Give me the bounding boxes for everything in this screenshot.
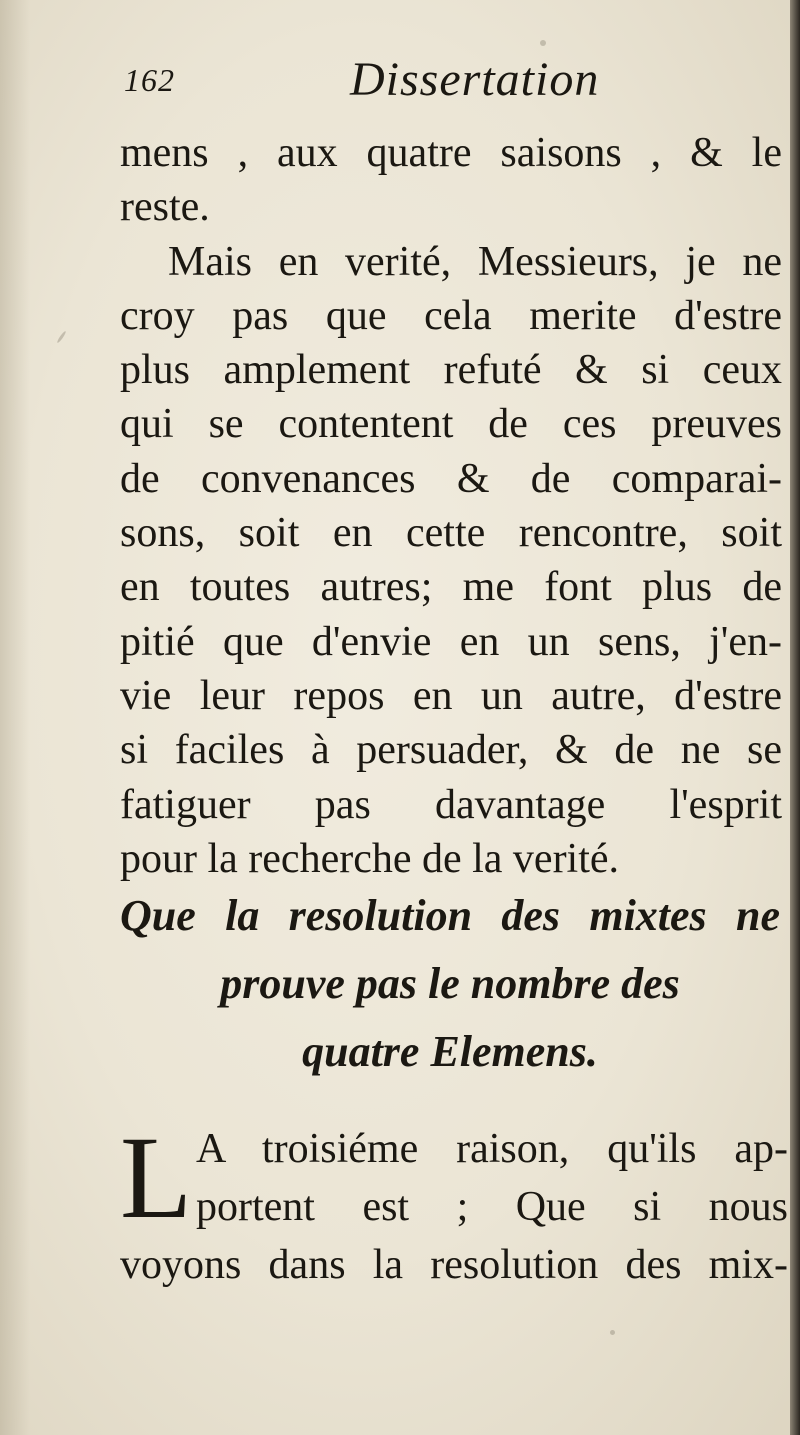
text-line: pitié que d'envie en un sens, j'en- [120, 618, 782, 665]
section-heading [120, 882, 780, 1086]
heading-line: prouve pas le nombre des [220, 959, 680, 1008]
text-line: de convenances & de comparai- [120, 455, 782, 502]
running-title: Dissertation [350, 53, 600, 106]
page-header [120, 46, 760, 116]
text-line: plus amplement refuté & si ceux [120, 347, 782, 394]
page-number: 162 [124, 62, 175, 98]
paragraph-with-drop-cap [120, 1112, 788, 1294]
gutter-shadow [0, 0, 30, 1435]
page-edge [790, 0, 800, 1435]
text-line: croy pas que cela merite d'estre [120, 292, 782, 339]
paper-speck [56, 330, 66, 343]
text-line: fatiguer pas davantage l'esprit [120, 781, 782, 828]
text-line: Mais en verité, Messieurs, je ne [168, 238, 782, 285]
text-line: si faciles à persuader, & de ne se [120, 727, 782, 774]
heading-line: quatre Elemens. [302, 1027, 598, 1076]
text-line: pour la recherche de la verité. [120, 835, 620, 882]
text-line: A troisiéme raison, qu'ils ap- [196, 1126, 788, 1172]
text-line: portent est ; Que si nous [196, 1184, 788, 1230]
text-line: sons, soit en cette rencontre, soit [120, 510, 782, 557]
text-line: en toutes autres; me font plus de [120, 564, 782, 611]
body-text [120, 126, 782, 886]
text-line: voyons dans la resolution des mix- [120, 1242, 788, 1288]
text-line: vie leur repos en un autre, d'estre [120, 672, 782, 719]
paper-speck [540, 40, 546, 46]
drop-cap: L [120, 1112, 193, 1243]
text-line: qui se contentent de ces preuves [120, 401, 782, 448]
paper-speck [610, 1330, 615, 1335]
text-line: reste. [120, 184, 210, 231]
heading-line: Que la resolution des mixtes ne [120, 891, 780, 940]
text-line: mens , aux quatre saisons , & le [120, 130, 782, 176]
